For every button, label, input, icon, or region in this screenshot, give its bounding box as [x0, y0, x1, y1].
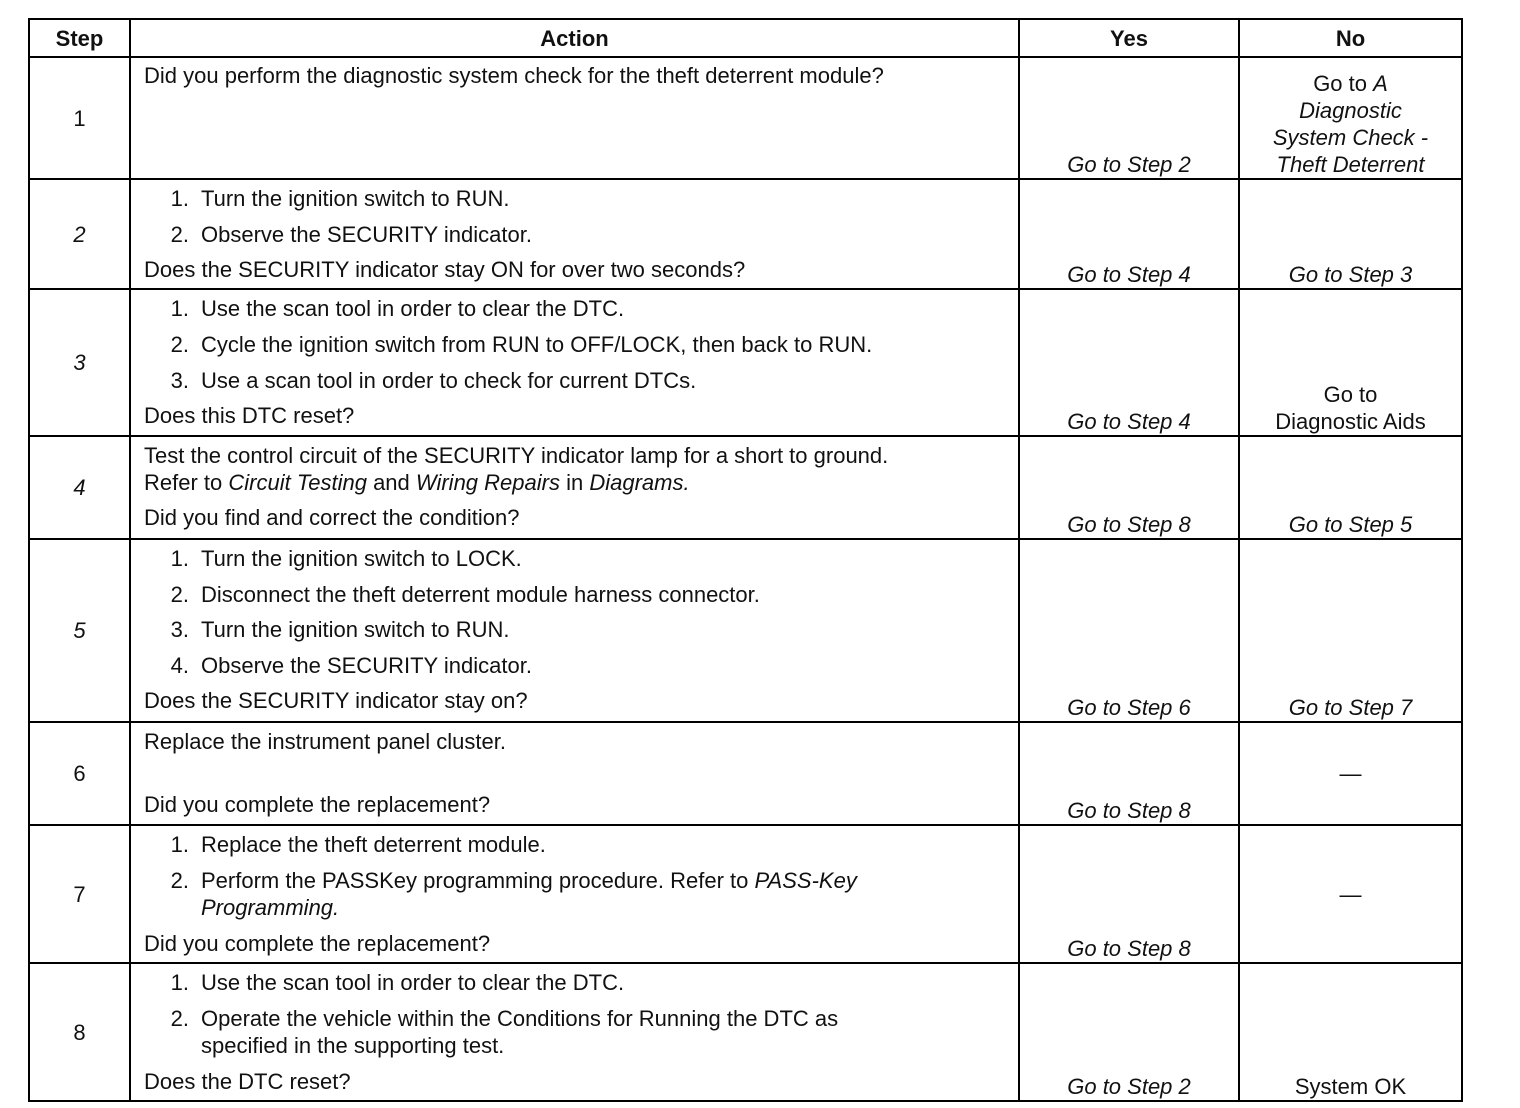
item-text: Turn the ignition switch to RUN. — [201, 186, 510, 211]
no-cell — [1239, 289, 1462, 436]
action-cell — [130, 825, 1019, 963]
yes-cell: Go to Step 8 — [1019, 722, 1239, 825]
item-text: Use the scan tool in order to clear the DTC. — [201, 970, 625, 995]
yes-cell: Go to Step 2 — [1019, 57, 1239, 179]
item-text: Cycle the ignition switch from RUN to OFF/LOCK, then back to RUN. — [201, 332, 873, 357]
item-number: 2. — [170, 1006, 189, 1031]
table-row — [29, 436, 1462, 539]
step-number: 4 — [29, 436, 130, 539]
step-number: 7 — [29, 825, 130, 963]
table-row — [29, 722, 1462, 825]
item-text: Programming. — [201, 895, 340, 920]
question-text: Does the SECURITY indicator stay on? — [144, 688, 528, 713]
yes-cell: Go to Step 2 — [1019, 963, 1239, 1101]
step-number: 6 — [29, 722, 130, 825]
no-cell: Go to Step 7 — [1239, 539, 1462, 722]
header-step: Step — [29, 19, 130, 57]
no-text: Go to — [1323, 382, 1378, 407]
table-row — [29, 179, 1462, 289]
step-number: 8 — [29, 963, 130, 1101]
item-number: 3. — [170, 368, 189, 393]
table-row — [29, 963, 1462, 1101]
item-number: 2. — [170, 332, 189, 357]
item-text: specified in the supporting test. — [201, 1033, 505, 1058]
action-cell — [130, 289, 1019, 436]
yes-cell: Go to Step 8 — [1019, 436, 1239, 539]
question-text: Does this DTC reset? — [144, 403, 355, 428]
step-number: 1 — [29, 57, 130, 179]
no-cell: Go to Step 3 — [1239, 179, 1462, 289]
question-text: Does the DTC reset? — [144, 1069, 351, 1094]
item-number: 1. — [170, 296, 189, 321]
item-number: 2. — [170, 582, 189, 607]
step-number: 5 — [29, 539, 130, 722]
action-cell — [130, 179, 1019, 289]
yes-cell: Go to Step 4 — [1019, 289, 1239, 436]
table-row — [29, 825, 1462, 963]
question-text: Does the SECURITY indicator stay ON for over two seconds? — [144, 257, 746, 282]
no-link: Diagnostic — [1299, 98, 1402, 123]
yes-cell: Go to Step 8 — [1019, 825, 1239, 963]
action-text: Did you perform the diagnostic system check for the theft deterrent module? — [144, 63, 884, 88]
item-text: Observe the SECURITY indicator. — [201, 222, 532, 247]
action-text: Test the control circuit of the SECURITY indicator lamp for a short to ground. — [144, 443, 889, 468]
item-number: 1. — [170, 546, 189, 571]
no-link: Theft Deterrent — [1276, 152, 1425, 177]
step-number: 2 — [29, 179, 130, 289]
yes-cell: Go to Step 4 — [1019, 179, 1239, 289]
no-cell: System OK — [1239, 963, 1462, 1101]
table-row — [29, 289, 1462, 436]
table-row — [29, 57, 1462, 179]
no-cell: — — [1239, 722, 1462, 825]
header-row — [29, 19, 1462, 57]
yes-cell: Go to Step 6 — [1019, 539, 1239, 722]
item-text: Observe the SECURITY indicator. — [201, 653, 532, 678]
action-cell — [130, 722, 1019, 825]
question-text: Did you find and correct the condition? — [144, 505, 520, 530]
action-cell — [130, 436, 1019, 539]
item-text: Use the scan tool in order to clear the DTC. — [201, 296, 625, 321]
item-number: 1. — [170, 832, 189, 857]
header-yes: Yes — [1019, 19, 1239, 57]
header-action: Action — [130, 19, 1019, 57]
item-number: 1. — [170, 186, 189, 211]
table-row — [29, 539, 1462, 722]
item-number: 1. — [170, 970, 189, 995]
header-no: No — [1239, 19, 1462, 57]
item-number: 2. — [170, 222, 189, 247]
no-cell: Go to Step 5 — [1239, 436, 1462, 539]
item-text: Perform the PASSKey programming procedure. Refer to PASS-Key — [201, 868, 857, 893]
item-text: Disconnect the theft deterrent module harness connector. — [201, 582, 760, 607]
no-cell: — — [1239, 825, 1462, 963]
item-text: Operate the vehicle within the Conditions for Running the DTC as — [201, 1006, 839, 1031]
diagnostic-table — [28, 18, 1463, 1102]
step-number: 3 — [29, 289, 130, 436]
item-text: Turn the ignition switch to LOCK. — [201, 546, 522, 571]
question-text: Did you complete the replacement? — [144, 931, 491, 956]
item-text: Turn the ignition switch to RUN. — [201, 617, 510, 642]
item-text: Replace the theft deterrent module. — [201, 832, 546, 857]
action-text: Refer to Circuit Testing and Wiring Repairs in Diagrams. — [144, 470, 690, 495]
item-text: Use a scan tool in order to check for current DTCs. — [201, 368, 697, 393]
question-text: Did you complete the replacement? — [144, 792, 491, 817]
item-number: 2. — [170, 868, 189, 893]
no-text: Diagnostic Aids — [1275, 409, 1426, 434]
action-cell — [130, 963, 1019, 1101]
action-cell — [130, 57, 1019, 179]
action-cell — [130, 539, 1019, 722]
item-number: 4. — [170, 653, 189, 678]
no-link: A — [1373, 71, 1388, 96]
no-text: Go to — [1313, 71, 1374, 96]
no-link: System Check - — [1272, 125, 1429, 150]
no-cell — [1239, 57, 1462, 179]
action-text: Replace the instrument panel cluster. — [144, 729, 506, 754]
item-number: 3. — [170, 617, 189, 642]
